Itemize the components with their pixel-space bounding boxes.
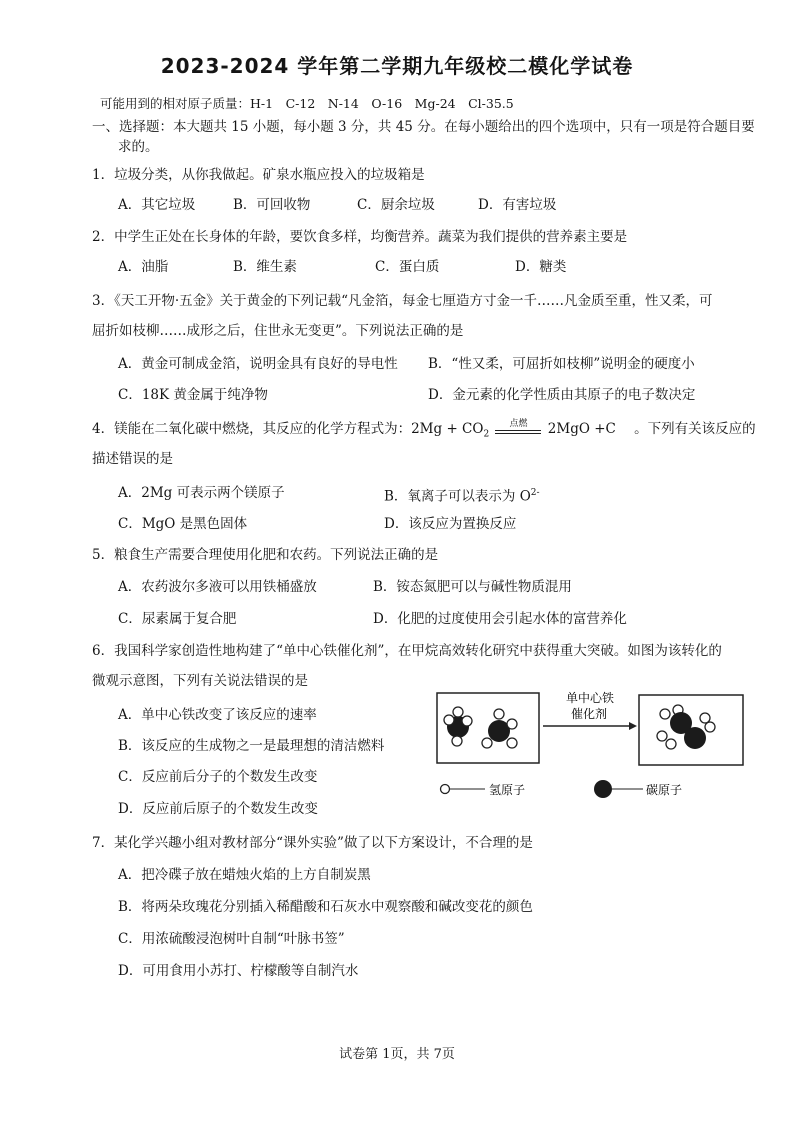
q3-option-d: D．金元素的化学性质由其原子的电子数决定 — [428, 387, 696, 403]
q4-equation-arrow — [493, 418, 543, 439]
q4-option-c: C．MgO 是黑色固体 — [118, 516, 248, 532]
q6-option-d: D．反应前后原子的个数发生改变 — [118, 801, 318, 817]
page-footer: 试卷第 1页，共 7页 — [339, 1047, 455, 1062]
question-2-stem: 2．中学生正处在长身体的年龄，要饮食多样，均衡营养。蔬菜为我们提供的营养素主要是 — [92, 229, 628, 245]
q4-equation-right: 2MgO +C — [547, 421, 616, 437]
atomic-masses: 可能用到的相对原子质量：H-1 C-12 N-14 O-16 Mg-24 Cl-35.5 — [100, 96, 514, 111]
q3-option-a: A．黄金可制成金箔，说明金具有良好的导电性 — [118, 356, 398, 372]
catalyst-label-2: 催化剂 — [571, 707, 608, 721]
section-heading: 一、选择题：本大题共 15 小题，每小题 3 分，共 45 分。在每小题给出的四个选项中，只有一项是符合题目要 — [92, 119, 755, 135]
product-molecule — [657, 705, 715, 749]
q3-option-b: B．“性又柔，可屈折如枝柳”说明金的硬度小 — [428, 356, 695, 372]
legend-h-marker — [441, 785, 450, 794]
question-5-stem: 5．粮食生产需要合理使用化肥和农药。下列说法正确的是 — [92, 547, 439, 563]
q1-option-a: A．其它垃圾 — [118, 197, 196, 213]
q4-equation-left: 2Mg + CO — [411, 421, 484, 437]
q4-option-d: D．该反应为置换反应 — [384, 516, 517, 532]
reaction-diagram — [433, 688, 763, 803]
q1-option-c: C．厨余垃圾 — [357, 197, 435, 213]
question-4-stem-line1 — [92, 420, 756, 444]
q4-option-b: B．氧离子可以表示为 $O^{2-}$ — [384, 488, 540, 505]
q7-option-a: A．把冷碟子放在蜡烛火焰的上方自制炭黑 — [118, 867, 371, 883]
question-6-stem-line1: 6．我国科学家创造性地构建了“单中心铁催化剂”，在甲烷高效转化研究中获得重大突破。如图为该转化的 — [92, 643, 722, 659]
question-1-stem: 1．垃圾分类，从你我做起。矿泉水瓶应投入的垃圾箱是 — [92, 167, 425, 183]
q7-option-c: C．用浓硫酸浸泡树叶自制“叶脉书签” — [118, 931, 345, 947]
reactant-molecule-1 — [444, 707, 472, 746]
q7-option-b: B．将两朵玫瑰花分别插入稀醋酸和石灰水中观察酸和碱改变花的颜色 — [118, 899, 533, 915]
question-6-stem-line2: 微观示意图，下列有关说法错误的是 — [92, 673, 308, 689]
q1-option-b: B．可回收物 — [233, 197, 311, 213]
q3-option-c: C．18K 黄金属于纯净物 — [118, 387, 268, 403]
exam-title: 2023-2024 学年第二学期九年级校二模化学试卷 — [160, 54, 634, 78]
q5-option-a: A．农药波尔多液可以用铁桶盛放 — [118, 579, 317, 595]
q1-option-d: D．有害垃圾 — [478, 197, 557, 213]
question-3-stem-line1: 3．《天工开物·五金》关于黄金的下列记载“凡金箔，每金七厘造方寸金一千……凡金质至重，性又柔，可 — [92, 293, 713, 309]
catalyst-label-1: 单中心铁 — [566, 691, 615, 705]
legend-h-label: 氢原子 — [489, 783, 526, 797]
q4-stem-part1: 4．镁能在二氧化碳中燃烧，其反应的化学方程式为： — [92, 421, 412, 437]
question-7-stem: 7．某化学兴趣小组对教材部分“课外实验”做了以下方案设计，不合理的是 — [92, 835, 533, 851]
q2-option-d: D．糖类 — [515, 259, 567, 275]
q4-equation-condition: 点燃 — [509, 418, 528, 429]
q6-option-c: C．反应前后分子的个数发生改变 — [118, 769, 318, 785]
q7-option-d: D．可用食用小苏打、柠檬酸等自制汽水 — [118, 963, 359, 979]
q2-option-b: B．维生素 — [233, 259, 297, 275]
q2-option-c: C．蛋白质 — [375, 259, 440, 275]
q5-option-b: B．铵态氮肥可以与碱性物质混用 — [373, 579, 572, 595]
legend-c-label: 碳原子 — [646, 783, 683, 797]
q6-option-b: B．该反应的生成物之一是最理想的清洁燃料 — [118, 738, 385, 754]
section-heading-cont: 求的。 — [118, 139, 159, 155]
q4-option-a: A．2Mg 可表示两个镁原子 — [118, 485, 285, 501]
reactant-molecule-2 — [482, 709, 517, 748]
q4-stem-part2: 。下列有关该反应的 — [634, 421, 756, 437]
q5-option-d: D．化肥的过度使用会引起水体的富营养化 — [373, 611, 627, 627]
q4-equation-sub: 2 — [483, 429, 490, 440]
question-4-stem-line2: 描述错误的是 — [92, 451, 173, 467]
q5-option-c: C．尿素属于复合肥 — [118, 611, 237, 627]
legend-c-marker — [594, 780, 612, 798]
q2-option-a: A．油脂 — [118, 259, 169, 275]
q6-option-a: A．单中心铁改变了该反应的速率 — [118, 707, 317, 723]
reaction-diagram-svg — [433, 688, 763, 803]
question-3-stem-line2: 屈折如枝柳……成形之后，住世永无变更”。下列说法正确的是 — [92, 323, 464, 339]
